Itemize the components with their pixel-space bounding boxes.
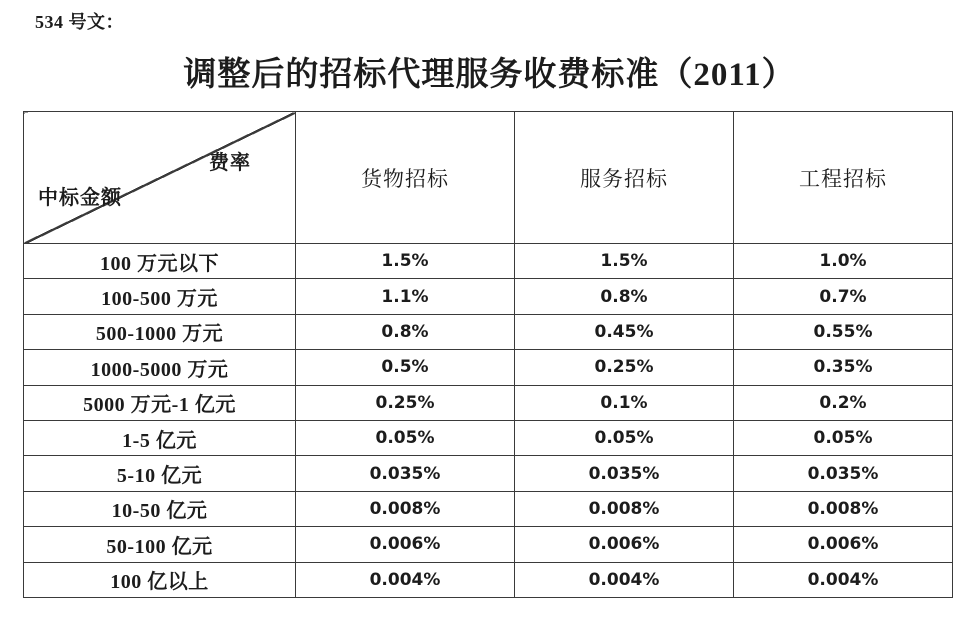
rate-cell: 0.035% xyxy=(296,456,515,491)
table-row xyxy=(24,456,953,491)
rate-cell: 0.1% xyxy=(515,385,734,420)
rate-cell: 0.006% xyxy=(734,527,953,562)
amount-cell: 5000 万元-1 亿元 xyxy=(24,385,296,420)
rate-cell: 0.008% xyxy=(515,491,734,526)
table-row xyxy=(24,385,953,420)
rate-cell: 0.25% xyxy=(296,385,515,420)
table-row xyxy=(24,527,953,562)
rate-cell: 1.0% xyxy=(734,244,953,279)
rate-cell: 0.2% xyxy=(734,385,953,420)
column-header-services: 服务招标 xyxy=(515,112,734,244)
table-row xyxy=(24,491,953,526)
amount-cell: 100 万元以下 xyxy=(24,244,296,279)
rate-cell: 0.05% xyxy=(296,420,515,455)
doc-number-label: 534 号文： xyxy=(35,12,124,32)
rate-cell: 0.05% xyxy=(734,420,953,455)
rate-cell: 0.25% xyxy=(515,350,734,385)
amount-cell: 50-100 亿元 xyxy=(24,527,296,562)
table-header-row xyxy=(24,112,953,244)
table-row xyxy=(24,420,953,455)
table-row xyxy=(24,314,953,349)
rate-cell: 1.5% xyxy=(296,244,515,279)
column-header-goods: 货物招标 xyxy=(296,112,515,244)
rate-cell: 1.5% xyxy=(515,244,734,279)
rate-cell: 0.004% xyxy=(296,562,515,597)
table-row xyxy=(24,350,953,385)
rate-cell: 0.008% xyxy=(734,491,953,526)
rate-cell: 0.5% xyxy=(296,350,515,385)
amount-cell: 1-5 亿元 xyxy=(24,420,296,455)
corner-amount-label: 中标金额 xyxy=(38,187,122,209)
rate-cell: 0.004% xyxy=(515,562,734,597)
rate-cell: 0.004% xyxy=(734,562,953,597)
rate-cell: 0.006% xyxy=(515,527,734,562)
fee-table-body xyxy=(24,244,953,598)
amount-cell: 100 亿以上 xyxy=(24,562,296,597)
corner-rate-label: 费率 xyxy=(209,152,251,174)
rate-cell: 0.45% xyxy=(515,314,734,349)
amount-cell: 1000-5000 万元 xyxy=(24,350,296,385)
rate-cell: 0.55% xyxy=(734,314,953,349)
page-title: 调整后的招标代理服务收费标准（2011） xyxy=(183,57,796,93)
amount-cell: 500-1000 万元 xyxy=(24,314,296,349)
rate-cell: 0.7% xyxy=(734,279,953,314)
rate-cell: 0.05% xyxy=(515,420,734,455)
rate-cell: 0.035% xyxy=(734,456,953,491)
rate-cell: 0.035% xyxy=(515,456,734,491)
amount-cell: 10-50 亿元 xyxy=(24,491,296,526)
rate-cell: 0.35% xyxy=(734,350,953,385)
column-header-engineering: 工程招标 xyxy=(734,112,953,244)
amount-cell: 5-10 亿元 xyxy=(24,456,296,491)
rate-cell: 0.008% xyxy=(296,491,515,526)
fee-standard-table xyxy=(23,111,953,598)
amount-cell: 100-500 万元 xyxy=(24,279,296,314)
rate-cell: 0.006% xyxy=(296,527,515,562)
table-row xyxy=(24,244,953,279)
table-row xyxy=(24,562,953,597)
rate-cell: 0.8% xyxy=(296,314,515,349)
diagonal-corner-cell xyxy=(24,112,296,244)
table-row xyxy=(24,279,953,314)
rate-cell: 0.8% xyxy=(515,279,734,314)
rate-cell: 1.1% xyxy=(296,279,515,314)
